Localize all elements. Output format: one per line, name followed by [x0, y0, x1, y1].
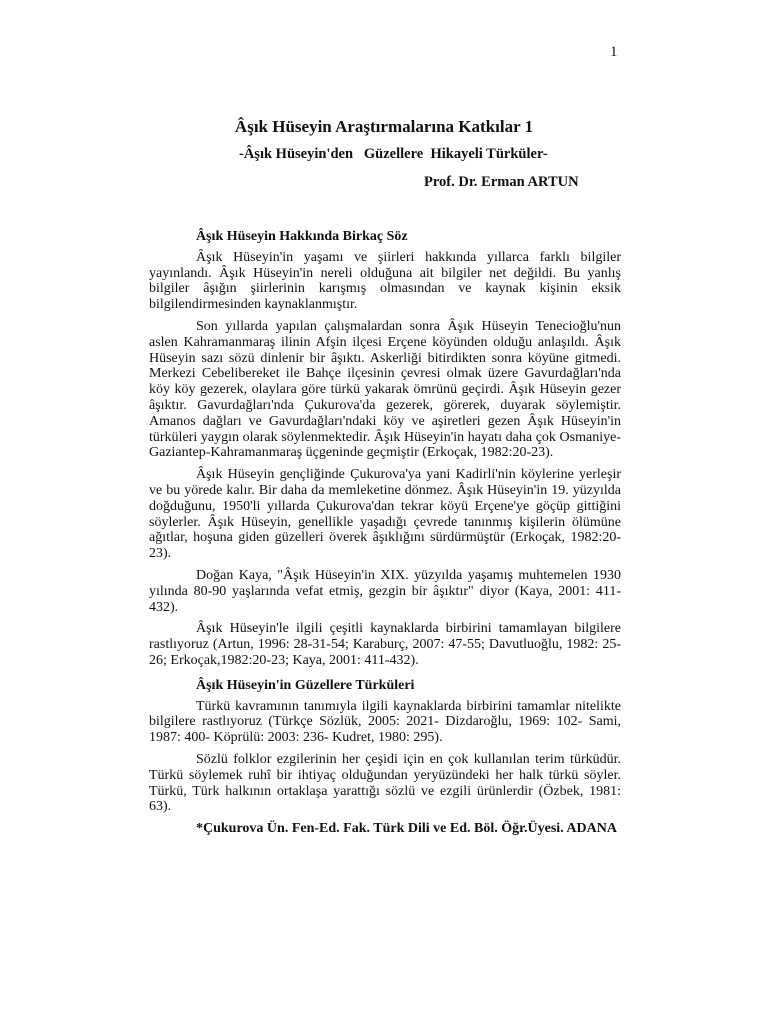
document-title: Âşık Hüseyin Araştırmalarına Katkılar 1	[234, 117, 534, 136]
paragraph: Âşık Hüseyin gençliğinde Çukurova'ya yani Kadirli'nin köylerine yerleşir ve bu yörede kalır. Bir daha da memleketine dönmez. Âşık Hüseyin'in 19. yüzyılda doğduğunu, 1950'li yıllarda Çukurova'dan tekrar köyü Erçene'ye göçüp gittiğini söylerler. Âşık Hüseyin, genellikle yaşadığı çevrede tanınmış kişilerin ölümüne ağıtlar, hoşuna giden güzelleri överek âşıklığını sürdürmüştür (Erkoçak, 1982:20-23).	[149, 467, 621, 562]
paragraph: Âşık Hüseyin'in yaşamı ve şiirleri hakkında yıllarca farklı bilgiler yayınlandı. Âşık Hüseyin'in nereli olduğuna ait bilgiler net değildi. Bu yanlış bilgiler âşığın şiirlerinin karışmış olmasından ve kaynak kişinin eksik bilgilendirmesinden kaynaklanmıştır.	[149, 249, 621, 313]
affiliation-footnote: *Çukurova Ün. Fen-Ed. Fak. Türk Dili ve Ed. Böl. Öğr.Üyesi. ADANA	[196, 821, 617, 837]
paragraph: Türkü kavramının tanımıyla ilgili kaynaklarda birbirini tamamlar nitelikte bilgilere rastlıyoruz (Türkçe Sözlük, 2005: 2021- Dizdaroğlu, 1969: 102- Sami, 1987: 400- Köprülü: 2003: 236- Kudret, 1980: 295).	[149, 698, 621, 746]
document-body	[149, 229, 621, 837]
paragraph: Son yıllarda yapılan çalışmalardan sonra Âşık Hüseyin Tenecioğlu'nun aslen Kahramanmaraş ilinin Afşin ilçesi Erçene köyünden olduğu anlaşıldı. Âşık Hüseyin sazı sözü dinlenir bir âşıktı. Askerliği bitirdikten sonra köyüne gitmedi. Merkezi Cebelibereket ile Bahçe ilçesinin çevresi olmak üzere Gavurdağları'nda köy köy gezerek, olaylara göre türkü yakarak ömrünü geçirdi. Âşık Hüseyin gezer âşıktır. Gavurdağları'nda Çukurova'da gezerek, görerek, duyarak söylemiştir. Amanos dağları ve Gavurdağları'ndaki köy ve aşiretleri gezen Âşık Hüseyin'in türküleri yaygın olarak söylenmektedir. Âşık Hüseyin'in hayatı daha çok Osmaniye-Gaziantep-Kahramanmaraş üçgeninde geçmiştir (Erkoçak, 1982:20-23).	[149, 318, 621, 461]
section-heading-songs: Âşık Hüseyin'in Güzellere Türküleri	[196, 677, 415, 693]
author-name: Prof. Dr. Erman ARTUN	[424, 174, 579, 190]
page-number: 1	[610, 44, 618, 60]
paragraph: Sözlü folklor ezgilerinin her çeşidi için en çok kullanılan terim türküdür. Türkü söylemek ruhî bir ihtiyaç olduğundan yeryüzündeki her halk türkü söyler. Türkü, Türk halkının ortaklaşa yarattığı sözlü ve ezgili ürünlerdir (Özbek, 1981: 63).	[149, 751, 621, 815]
section-heading-about: Âşık Hüseyin Hakkında Birkaç Söz	[196, 229, 408, 244]
paragraph: Âşık Hüseyin'le ilgili çeşitli kaynaklarda birbirini tamamlayan bilgilere rastlıyoruz (Artun, 1996: 28-31-54; Karaburç, 2007: 47-55; Davutluoğlu, 1982: 25-26; Erkoçak,1982:20-23; Kaya, 2001: 411-432).	[149, 621, 621, 668]
document-subtitle: -Âşık Hüseyin'den Güzellere Hikayeli Türküler-	[239, 146, 548, 162]
paragraph: Doğan Kaya, "Âşık Hüseyin'in XIX. yüzyılda yaşamış muhtemelen 1930 yılında 80-90 yaşlarında vefat etmiş, gezgin bir âşıktır" diyor (Kaya, 2001: 411-432).	[149, 567, 621, 615]
